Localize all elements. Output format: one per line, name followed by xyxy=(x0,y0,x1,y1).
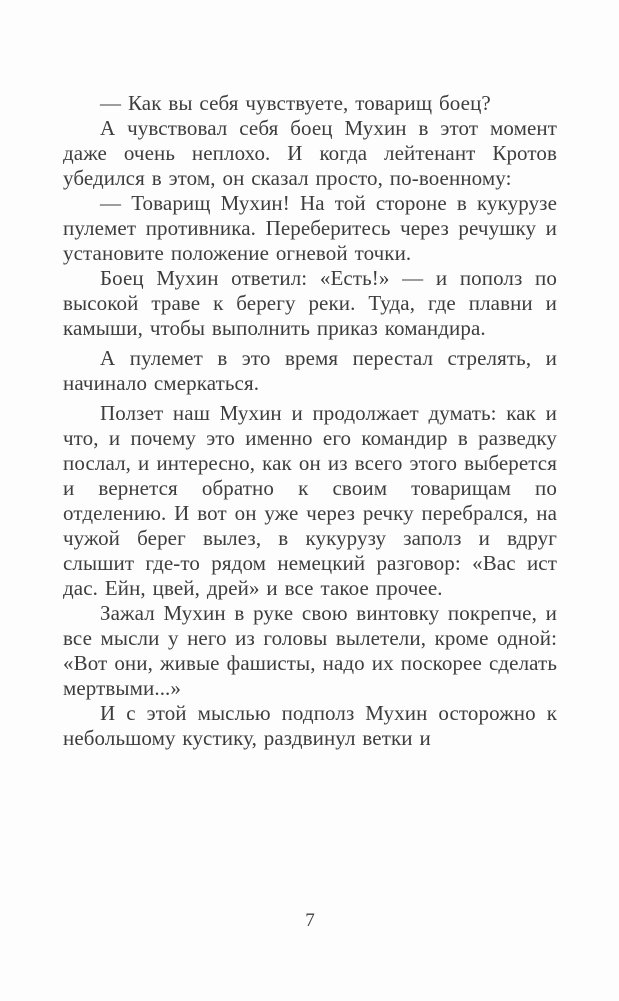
paragraph: — Товарищ Мухин! На той стороне в кукурузе пулемет противника. Переберитесь через речушку и установите положение огневой точки. xyxy=(63,191,557,265)
paragraph: А пулемет в это время перестал стрелять, и начинало смеркаться. xyxy=(63,346,557,395)
paragraph: — Как вы себя чувствуете, товарищ боец? xyxy=(100,91,491,115)
paragraph: Ползет наш Мухин и продолжает думать: как и что, и почему это именно его командир в разведку послал, и интересно, как он из всего этого выберется и вернется обратно к своим товарищам по отделению. И вот он уже через речку перебрался, на чужой берег вылез, в кукурузу заполз и вдруг слышит где-то рядом немецкий разговор: «Вас ист дас. Ейн, цвей, дрей» и все такое прочее. xyxy=(63,401,557,600)
paragraph: А чувствовал себя боец Мухин в этот момент даже очень неплохо. И когда лейтенант Кротов убедился в этом, он сказал просто, по-военному: xyxy=(63,116,557,190)
paragraph: Боец Мухин ответил: «Есть!» — и пополз по высокой траве к берегу реки. Туда, где плавни и камыши, чтобы выполнить приказ командира. xyxy=(63,266,557,340)
page-footer xyxy=(63,911,557,931)
page-text xyxy=(63,91,557,751)
paragraph: И с этой мыслью подполз Мухин осторожно к небольшому кустику, раздвинул ветки и xyxy=(63,701,557,750)
page-number: 7 xyxy=(305,910,315,931)
paragraph: Зажал Мухин в руке свою винтовку покрепче, и все мысли у него из головы вылетели, кроме одной: «Вот они, живые фашисты, надо их поскорее сделать мертвыми...» xyxy=(63,601,557,700)
